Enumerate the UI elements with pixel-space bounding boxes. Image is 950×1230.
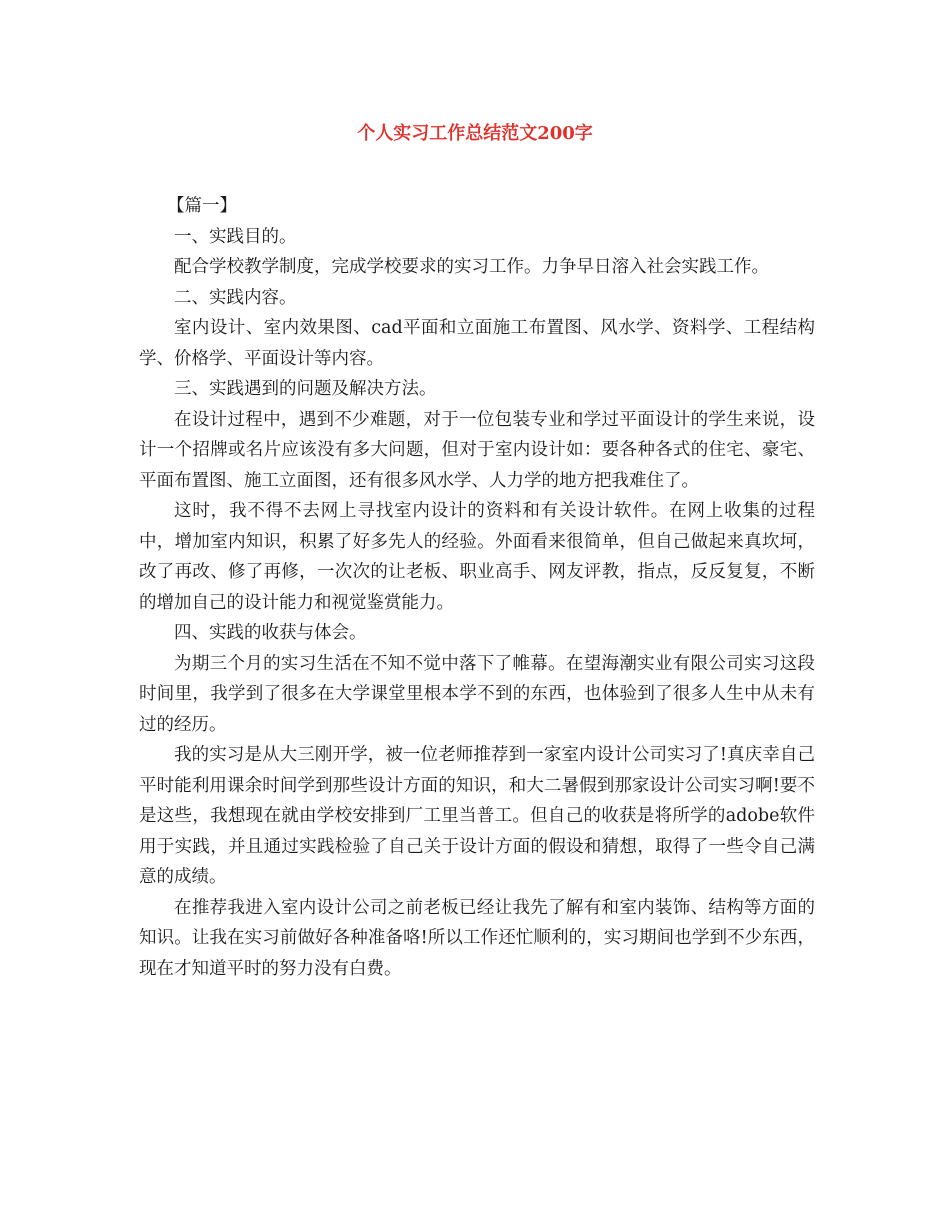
- paragraph-practice-content: 室内设计、室内效果图、cad平面和立面施工布置图、风水学、资料学、工程结构学、价格学、平面设计等内容。: [139, 318, 815, 369]
- document-title: 个人实习工作总结范文200字: [357, 123, 593, 144]
- paragraph-problems: 在设计过程中，遇到不少难题，对于一位包装专业和学过平面设计的学生来说，设计一个招牌或名片应该没有多大问题，但对于室内设计如：要各种各式的住宅、豪宅、平面布置图、施工立面图，还有很多风水学、人力学的地方把我难住了。: [139, 409, 815, 491]
- paragraph-preparation: 在推荐我进入室内设计公司之前老板已经让我先了解有和室内装饰、结构等方面的知识。让我在实习前做好各种准备咯!所以工作还忙顺利的，实习期间也学到不少东西，现在才知道平时的努力没有白费。: [139, 897, 815, 979]
- heading-practice-content: 二、实践内容。: [174, 287, 297, 308]
- paragraph-internship-start: 我的实习是从大三刚开学，被一位老师推荐到一家室内设计公司实习了!真庆幸自己平时能利用课余时间学到那些设计方面的知识，和大二暑假到那家设计公司实习啊!要不是这些，我想现在就由学校安排到厂工里当普工。但自己的收获是将所学的adobe软件用于实践，并且通过实践检验了自己关于设计方面的假设和猜想，取得了一些令自己满意的成绩。: [139, 745, 815, 887]
- heading-gains-experience: 四、实践的收获与体会。: [174, 623, 367, 643]
- heading-practice-purpose: 一、实践目的。: [174, 226, 297, 247]
- section-heading-part-one: 【篇一】: [167, 196, 237, 216]
- paragraph-internship-summary: 为期三个月的实习生活在不知不觉中落下了帷幕。在望海潮实业有限公司实习这段时间里，我学到了很多在大学课堂里根本学不到的东西，也体验到了很多人生中从未有过的经历。: [139, 653, 815, 735]
- paragraph-solutions: 这时，我不得不去网上寻找室内设计的资料和有关设计软件。在网上收集的过程中，增加室内知识，积累了好多先人的经验。外面看来很简单，但自己做起来真坎坷，改了再改、修了再修，一次次的让老板、职业高手、网友评教，指点，反反复复，不断的增加自己的设计能力和视觉鉴赏能力。: [139, 501, 815, 613]
- heading-problems-solutions: 三、实践遇到的问题及解决方法。: [174, 379, 437, 399]
- paragraph-practice-purpose: 配合学校教学制度，完成学校要求的实习工作。力争早日溶入社会实践工作。: [174, 257, 769, 277]
- document-body: [139, 191, 815, 984]
